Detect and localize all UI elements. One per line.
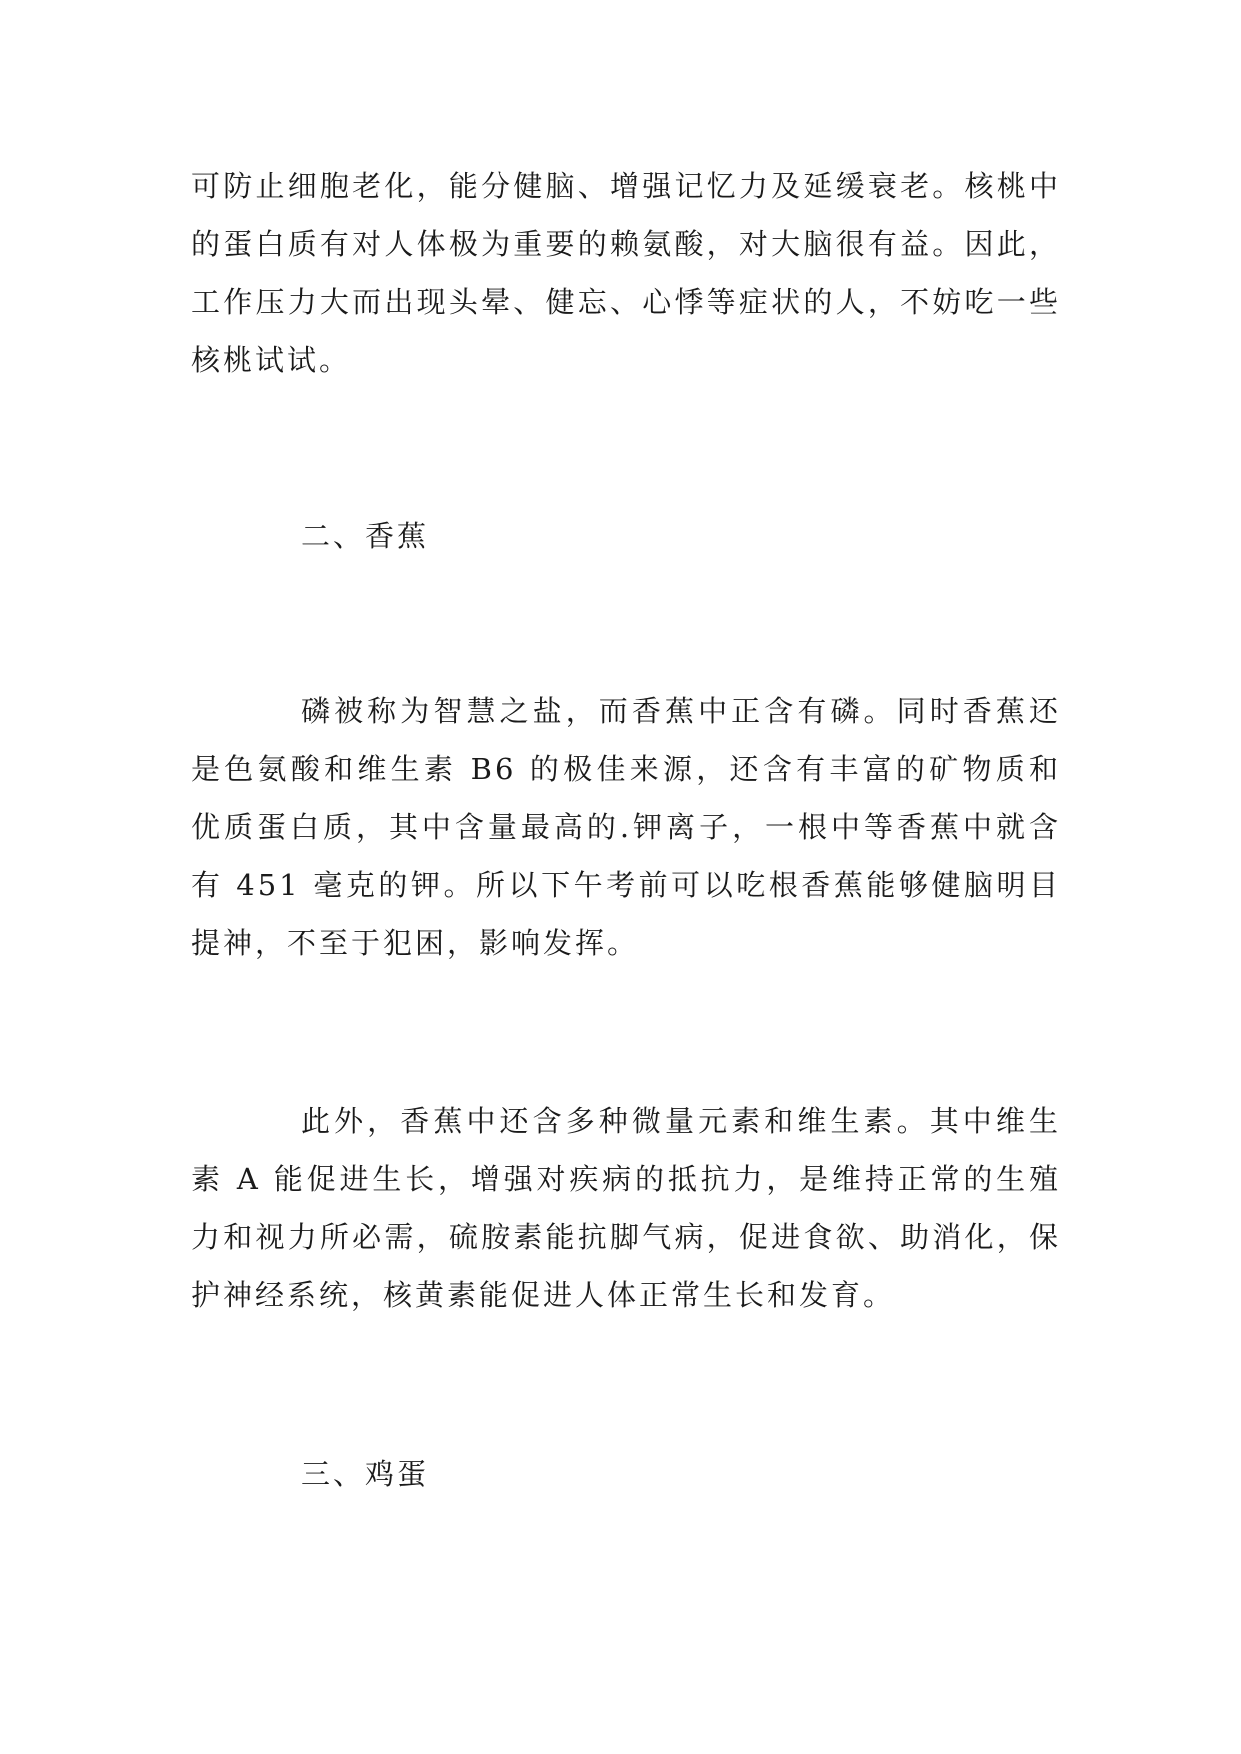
paragraph-banana-vitamins: 此外，香蕉中还含多种微量元素和维生素。其中维生素 A 能促进生长，增强对疾病的抵抗力，是维持正常的生殖力和视力所必需，硫胺素能抗脚气病，促进食欲、助消化，保护神经系统，核黄素能促进人体正常生长和发育。 [191,1104,1061,1312]
section-heading-banana: 二、香蕉 [301,519,430,553]
section-heading-egg: 三、鸡蛋 [301,1457,430,1491]
paragraph-banana-phosphorus: 磷被称为智慧之盐，而香蕉中正含有磷。同时香蕉还是色氨酸和维生素 B6 的极佳来源，还含有丰富的矿物质和优质蛋白质，其中含量最高的.钾离子，一根中等香蕉中就含有 451 毫克的钾。所以下午考前可以吃根香蕉能够健脑明目提神，不至于犯困，影响发挥。 [191,694,1061,960]
paragraph-walnut-benefits: 可防止细胞老化，能分健脑、增强记忆力及延缓衰老。核桃中的蛋白质有对人体极为重要的赖氨酸，对大脑很有益。因此，工作压力大而出现头晕、健忘、心悸等症状的人，不妨吃一些核桃试试。 [191,169,1061,377]
